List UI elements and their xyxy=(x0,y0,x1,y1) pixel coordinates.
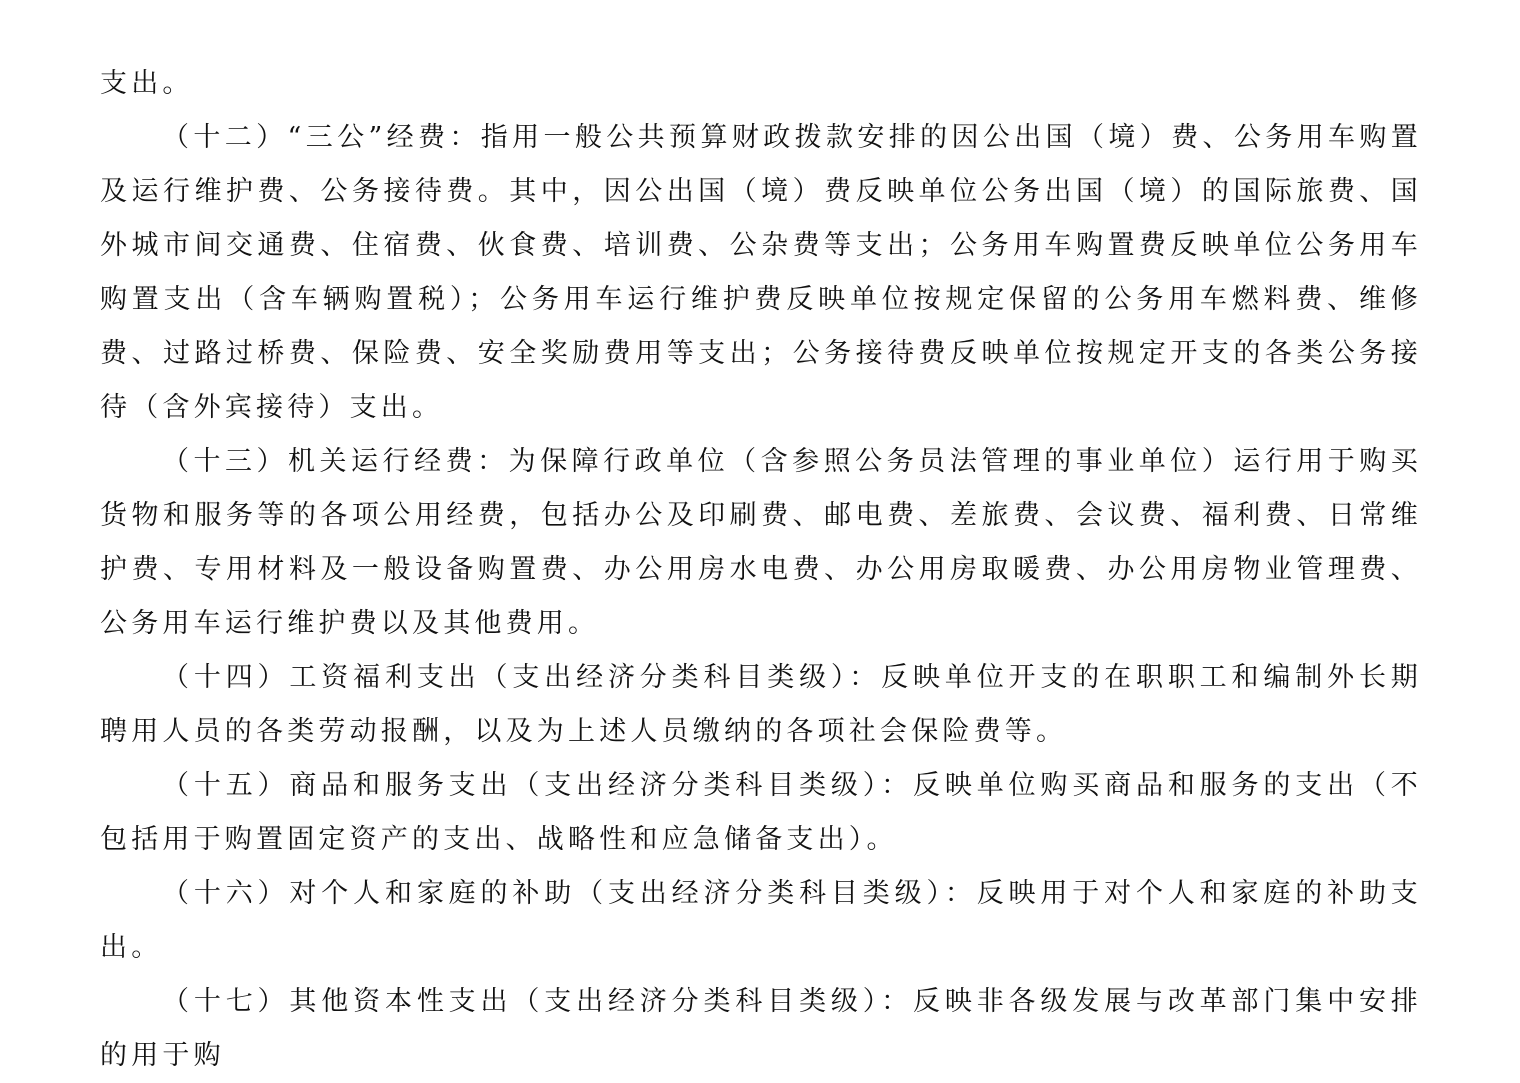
paragraph-item-12: （十二）“三公”经费：指用一般公共预算财政拨款安排的因公出国（境）费、公务用车购置及运行维护费、公务接待费。其中，因公出国（境）费反映单位公务出国（境）的国际旅费、国外城市间交通费、住宿费、伙食费、培训费、公杂费等支出；公务用车购置费反映单位公务用车购置支出（含车辆购置税）；公务用车运行维护费反映单位按规定保留的公务用车燃料费、维修费、过路过桥费、保险费、安全奖励费用等支出；公务接待费反映单位按规定开支的各类公务接待（含外宾接待）支出。 xyxy=(100,122,1422,423)
paragraph-item-16: （十六）对个人和家庭的补助（支出经济分类科目类级）：反映用于对个人和家庭的补助支出。 xyxy=(100,878,1422,963)
paragraph-item-17: （十七）其他资本性支出（支出经济分类科目类级）：反映非各级发展与改革部门集中安排的用于购 xyxy=(100,986,1422,1071)
document-page xyxy=(100,57,1422,1083)
paragraph-continuation: 支出。 xyxy=(100,68,194,99)
paragraph-item-15: （十五）商品和服务支出（支出经济分类科目类级）：反映单位购买商品和服务的支出（不包括用于购置固定资产的支出、战略性和应急储备支出）。 xyxy=(100,770,1422,855)
paragraph-item-13: （十三）机关运行经费：为保障行政单位（含参照公务员法管理的事业单位）运行用于购买货物和服务等的各项公用经费，包括办公及印刷费、邮电费、差旅费、会议费、福利费、日常维护费、专用材料及一般设备购置费、办公用房水电费、办公用房取暖费、办公用房物业管理费、公务用车运行维护费以及其他费用。 xyxy=(100,446,1422,639)
paragraph-item-14: （十四）工资福利支出（支出经济分类科目类级）：反映单位开支的在职职工和编制外长期聘用人员的各类劳动报酬，以及为上述人员缴纳的各项社会保险费等。 xyxy=(100,662,1422,747)
